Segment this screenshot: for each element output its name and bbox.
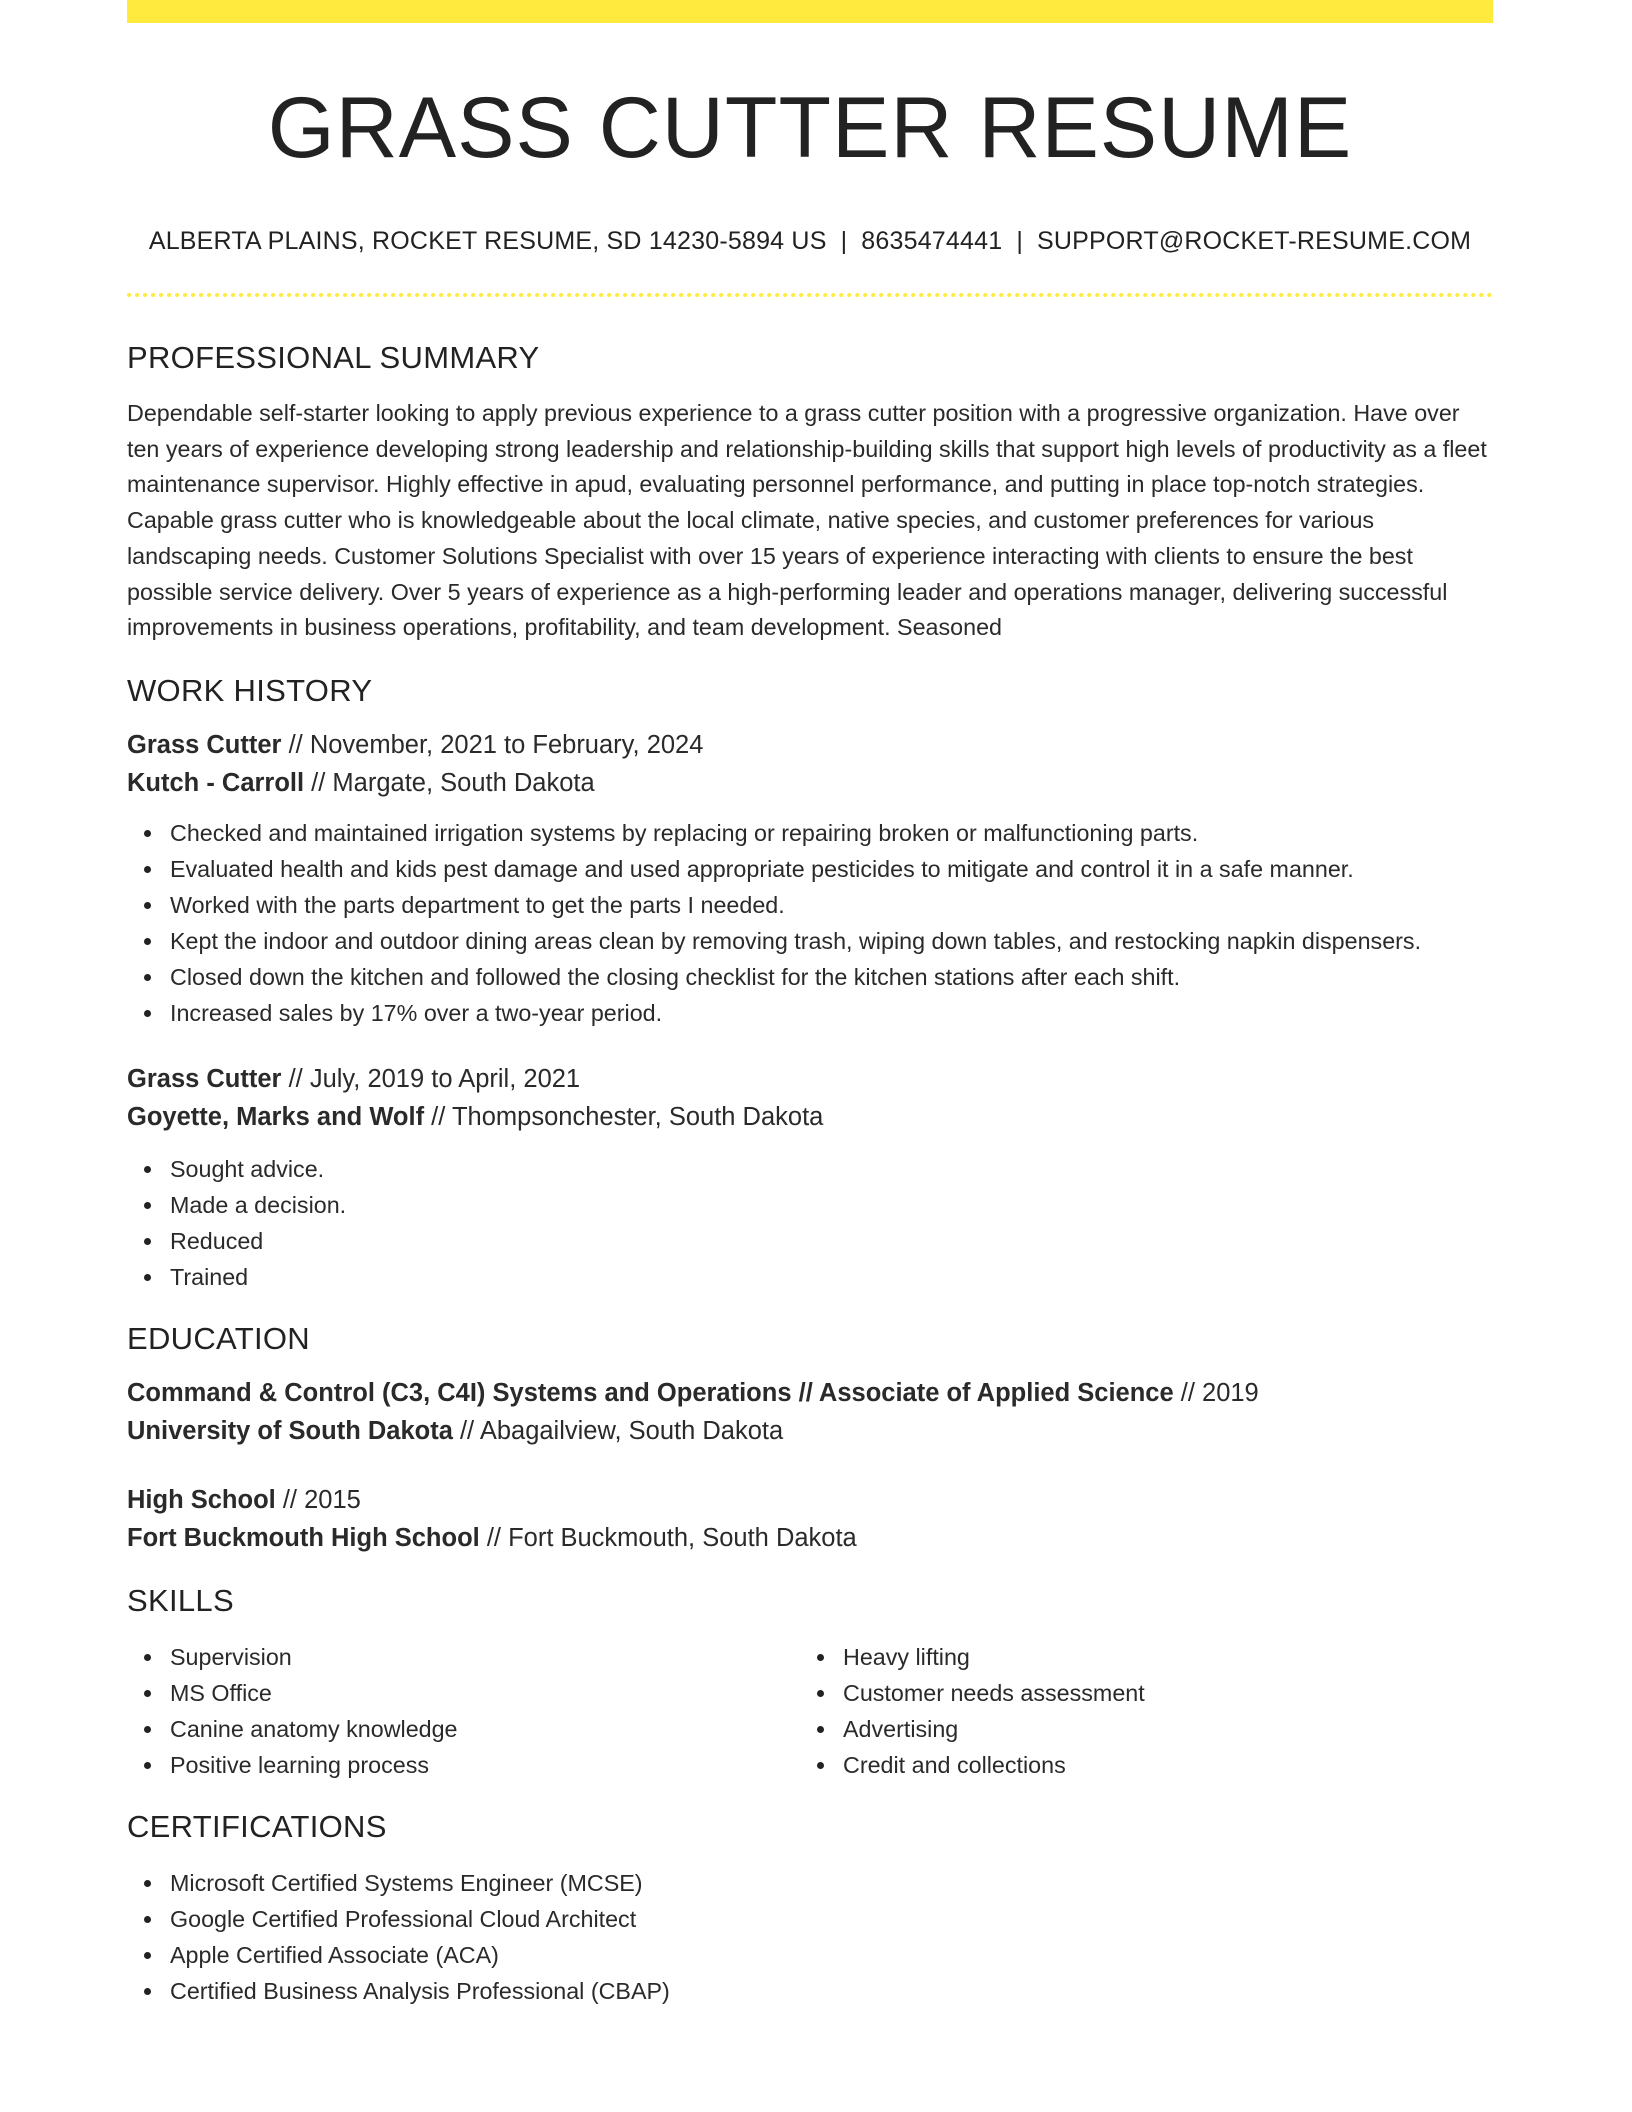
skill-item: Advertising bbox=[800, 1711, 1473, 1747]
job-entry bbox=[127, 726, 1493, 1031]
job-bullet: Reduced bbox=[127, 1223, 1493, 1259]
job-bullet: Closed down the kitchen and followed the closing checklist for the kitchen stations after each shift. bbox=[127, 959, 1493, 995]
job-title-line bbox=[127, 1060, 1493, 1098]
certification-item: Microsoft Certified Systems Engineer (MCSE) bbox=[127, 1865, 1493, 1901]
job-company-line bbox=[127, 764, 1493, 802]
education-year: // 2015 bbox=[275, 1485, 361, 1514]
contact-separator: | bbox=[1016, 227, 1024, 255]
job-title-line bbox=[127, 726, 1493, 764]
certification-item: Certified Business Analysis Professional (CBAP) bbox=[127, 1973, 1493, 2009]
dotted-divider bbox=[127, 293, 1493, 297]
job-company-line bbox=[127, 1098, 1493, 1136]
education-location: // Abagailview, South Dakota bbox=[452, 1416, 784, 1445]
skill-item: MS Office bbox=[127, 1675, 800, 1711]
resume-title: GRASS CUTTER RESUME bbox=[267, 80, 1353, 176]
education-school: Fort Buckmouth High School bbox=[127, 1523, 480, 1552]
education-entry bbox=[127, 1481, 1493, 1557]
job-bullet: Trained bbox=[127, 1259, 1493, 1295]
skill-item: Heavy lifting bbox=[800, 1639, 1473, 1675]
education-location: // Fort Buckmouth, South Dakota bbox=[479, 1523, 857, 1552]
education-heading: EDUCATION bbox=[127, 1320, 310, 1356]
education-school: University of South Dakota bbox=[127, 1416, 453, 1445]
education-school-line bbox=[127, 1412, 1493, 1450]
skills-column-right bbox=[800, 1639, 1473, 1783]
certification-item: Google Certified Professional Cloud Architect bbox=[127, 1901, 1493, 1937]
education-school-line bbox=[127, 1519, 1493, 1557]
job-location: // Thompsonchester, South Dakota bbox=[424, 1102, 824, 1131]
education-entry bbox=[127, 1374, 1493, 1450]
skills-column-left bbox=[127, 1639, 800, 1783]
skill-item: Positive learning process bbox=[127, 1747, 800, 1783]
contact-line bbox=[127, 227, 1493, 256]
job-dates: // November, 2021 to February, 2024 bbox=[281, 730, 704, 759]
job-bullet: Increased sales by 17% over a two-year period. bbox=[127, 995, 1493, 1031]
summary-heading: PROFESSIONAL SUMMARY bbox=[127, 340, 540, 375]
resume-page bbox=[127, 0, 1493, 2009]
contact-address: ALBERTA PLAINS, ROCKET RESUME, SD 14230-5894 US bbox=[148, 227, 827, 255]
summary-text: Dependable self-starter looking to apply previous experience to a grass cutter position with a progressive organization. Have over ten years of experience developing strong leadership and relationship-building skills that support high levels of productivity as a fleet maintenance supervisor. Highly effective in apud, evaluating personnel performance, and putting in place top-notch strategies. Capable grass cutter who is knowledgeable about the local climate, native species, and customer preferences for various landscaping needs. Customer Solutions Specialist with over 15 years of experience interacting with clients to ensure the best possible service delivery. Over 5 years of experience as a high-performing leader and operations manager, delivering successful improvements in business operations, profitability, and team development. Seasoned bbox=[127, 400, 1487, 641]
job-entry bbox=[127, 1060, 1493, 1295]
job-bullets bbox=[127, 815, 1493, 1031]
skill-item: Supervision bbox=[127, 1639, 800, 1675]
contact-separator: | bbox=[840, 227, 848, 255]
job-dates: // July, 2019 to April, 2021 bbox=[281, 1064, 581, 1093]
job-bullet: Evaluated health and kids pest damage and used appropriate pesticides to mitigate and control it in a safe manner. bbox=[127, 851, 1493, 887]
job-bullet: Sought advice. bbox=[127, 1151, 1493, 1187]
job-bullets bbox=[127, 1151, 1493, 1295]
education-year: // 2019 bbox=[1173, 1378, 1259, 1407]
job-bullet: Made a decision. bbox=[127, 1187, 1493, 1223]
certification-item: Apple Certified Associate (ACA) bbox=[127, 1937, 1493, 1973]
certifications-heading: CERTIFICATIONS bbox=[127, 1808, 387, 1844]
job-company: Kutch - Carroll bbox=[127, 768, 305, 797]
job-company: Goyette, Marks and Wolf bbox=[127, 1102, 425, 1131]
job-title: Grass Cutter bbox=[127, 1064, 282, 1093]
skill-item: Credit and collections bbox=[800, 1747, 1473, 1783]
contact-email: SUPPORT@ROCKET-RESUME.COM bbox=[1037, 227, 1472, 255]
skill-item: Canine anatomy knowledge bbox=[127, 1711, 800, 1747]
certifications-list bbox=[127, 1865, 1493, 2009]
education-degree-line bbox=[127, 1374, 1493, 1412]
education-degree: Command & Control (C3, C4I) Systems and Operations // Associate of Applied Science bbox=[127, 1378, 1174, 1407]
skills-grid bbox=[127, 1639, 1493, 1783]
education-degree: High School bbox=[127, 1485, 276, 1514]
skills-heading: SKILLS bbox=[127, 1582, 234, 1618]
job-bullet: Kept the indoor and outdoor dining areas clean by removing trash, wiping down tables, and restocking napkin dispensers. bbox=[127, 923, 1493, 959]
job-bullet: Worked with the parts department to get the parts I needed. bbox=[127, 887, 1493, 923]
job-title: Grass Cutter bbox=[127, 730, 282, 759]
skill-item: Customer needs assessment bbox=[800, 1675, 1473, 1711]
top-accent-bar bbox=[127, 0, 1493, 23]
education-degree-line bbox=[127, 1481, 1493, 1519]
job-location: // Margate, South Dakota bbox=[304, 768, 595, 797]
job-bullet: Checked and maintained irrigation systems by replacing or repairing broken or malfunctioning parts. bbox=[127, 815, 1493, 851]
work-history-heading: WORK HISTORY bbox=[127, 672, 373, 708]
contact-phone: 8635474441 bbox=[861, 227, 1003, 255]
